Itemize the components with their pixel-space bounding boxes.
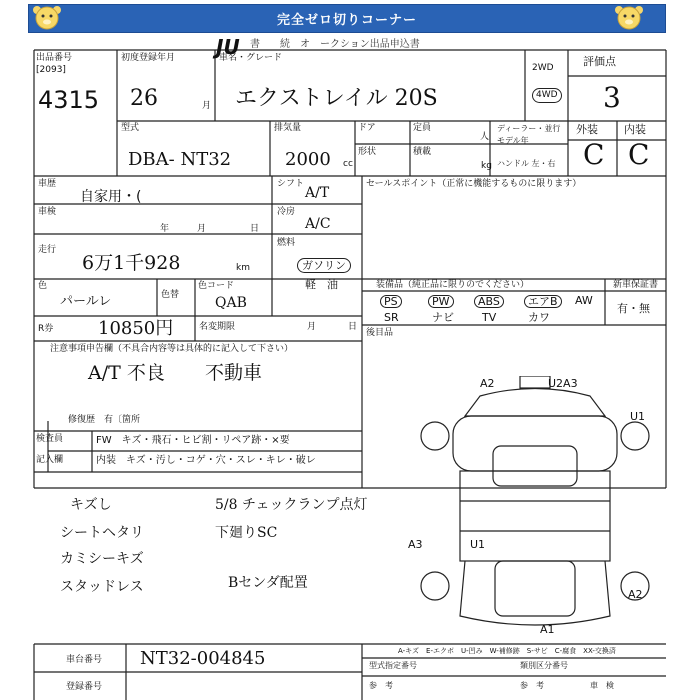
mileage-value: 6万1千928: [82, 252, 181, 274]
door-label: ドア: [358, 123, 376, 133]
diagram-legend: A-キズ E-エクボ U-凹み W-補修跡 S-サビ C-腐食 XX-交換済: [398, 647, 616, 655]
chassis-value: NT32-004845: [140, 648, 266, 669]
displacement-label: 排気量: [274, 123, 302, 133]
name-change-month: 月: [307, 322, 317, 332]
first-reg-label: 初度登録年月: [121, 53, 176, 63]
model-label: 型式: [121, 123, 140, 133]
right-note-3: Bセンダ配置: [228, 575, 308, 591]
km-unit: km: [236, 263, 250, 273]
capacity-label: 定員: [413, 123, 432, 133]
equip-pw: PW: [428, 295, 454, 308]
score-label: 評価点: [583, 55, 616, 68]
banner-title: 完全ゼロ切りコーナー: [276, 13, 417, 28]
equip-abs: ABS: [474, 295, 504, 308]
history-label: 車歴: [38, 179, 57, 189]
mark-a2-top: A2: [480, 377, 495, 390]
mark-u1-center: U1: [470, 538, 486, 551]
color-code-label: 色コード: [198, 281, 235, 291]
ac-label: 冷房: [277, 207, 296, 217]
car-damage-diagram: [405, 376, 665, 646]
inspection-label: 車検: [38, 207, 57, 217]
inspector-label: 検査員: [36, 434, 64, 444]
lot-label: 出品番号: [36, 53, 73, 63]
left-note-2: シートヘタリ: [60, 525, 144, 541]
month-label: 月: [202, 101, 212, 111]
shift-label: シフト: [277, 179, 305, 189]
inspection-month: 月: [197, 224, 207, 234]
inspector-row-1: FW キズ・飛石・ヒビ割・リペア跡・×要: [96, 435, 290, 446]
car-name-value: エクストレイル 20S: [235, 86, 438, 111]
equip-tv: TV: [482, 311, 497, 324]
left-note-1: キズし: [70, 497, 112, 513]
mark-a1: A1: [540, 623, 555, 636]
color-value: パールレ: [60, 294, 112, 309]
reg-number-label: 登録番号: [66, 682, 103, 692]
ac-value: A/C: [305, 216, 331, 232]
sheet-title: 書 続 オ ークション出品申込書: [250, 39, 420, 50]
exterior-label: 外装: [576, 123, 598, 136]
drive-4wd-circled: 4WD: [532, 88, 562, 103]
rear-label: 後目品: [366, 328, 394, 338]
name-change-label: 名変期限: [199, 322, 236, 332]
bottom-ref-b: 参 考: [520, 681, 544, 690]
equip-leather: カワ: [528, 311, 550, 324]
notes-label: 注意事項申告欄（不具合内容等は具体的に記入して下さい）: [50, 344, 294, 354]
inspection-day: 日: [250, 224, 260, 234]
interior-value: C: [628, 138, 650, 171]
mark-a3-left: A3: [408, 538, 423, 551]
recycle-label: R券: [38, 324, 54, 334]
equipment-label: 装備品（純正品に限りのでください）: [376, 280, 530, 290]
form-type-label: 型式指定番号: [369, 661, 417, 670]
sales-point-label: セールスポイント（正常に機能するものに限ります）: [366, 179, 582, 189]
fuel-diesel: 軽 油: [305, 278, 338, 291]
bear-mascot-right-icon: [612, 4, 646, 34]
inspector-row-2: 内装 キズ・汚し・コゲ・穴・スレ・キレ・破レ: [96, 455, 316, 466]
shape-label: 形状: [358, 147, 377, 157]
auction-sheet: [0, 36, 700, 700]
mark-a2-rear: A2: [628, 588, 643, 601]
mark-u1-right: U1: [630, 410, 646, 423]
writer-label: 記入欄: [36, 455, 64, 465]
mileage-label: 走行: [38, 245, 57, 255]
load-label: 積載: [413, 147, 432, 157]
repair-history: 修復歴 有〔箇所: [68, 415, 141, 425]
first-reg-value: 26: [130, 86, 158, 111]
mark-u2a3: U2A3: [548, 377, 578, 390]
new-warranty-label: 新車保証書: [613, 280, 659, 290]
left-note-4: スタッドレス: [60, 579, 144, 595]
bottom-shaken: 車 検: [590, 681, 614, 690]
color-code-value: QAB: [215, 295, 247, 311]
left-note-3: カミシーキズ: [60, 551, 144, 567]
bear-mascot-left-icon: [30, 4, 64, 34]
chassis-label: 車台番号: [66, 655, 103, 665]
person-unit: 人: [480, 132, 490, 142]
fuel-value-circled: ガソリン: [297, 258, 351, 273]
right-note-2: 下廻りSC: [215, 525, 278, 541]
exterior-value: C: [583, 138, 605, 171]
warranty-value: 有・無: [617, 302, 650, 315]
recycle-value: 10850円: [98, 318, 174, 339]
displacement-value: 2000: [285, 149, 331, 170]
history-value: 自家用・(: [80, 189, 142, 205]
equip-navi: ナビ: [432, 311, 454, 324]
corner-banner: [28, 4, 666, 33]
notes-value-2: 不動車: [205, 362, 263, 384]
score-value: 3: [603, 81, 621, 114]
lot-code: [2093]: [36, 65, 66, 75]
name-change-day: 日: [348, 322, 358, 332]
handle-label: ハンドル 左・右: [497, 159, 556, 168]
color-label: 色: [38, 281, 48, 291]
right-note-1: 5/8 チェックランプ点灯: [215, 497, 368, 513]
color-change-label: 色替: [161, 290, 180, 300]
equip-sr: SR: [384, 311, 399, 324]
interior-label: 内装: [624, 123, 646, 136]
inspection-year: 年: [160, 224, 170, 234]
equip-aw: AW: [575, 294, 593, 307]
cc-unit: cc: [343, 159, 353, 169]
fuel-label: 燃料: [277, 238, 296, 248]
kg-unit: kg: [481, 161, 492, 171]
model-value: DBA- NT32: [128, 149, 232, 170]
model-year-label: モデル年: [497, 136, 529, 145]
bottom-ref-a: 参 考: [369, 681, 393, 690]
dealer-label: ディーラー・並行: [497, 124, 561, 133]
drive-2wd: 2WD: [532, 63, 554, 73]
car-name-label: 車名・グレード: [219, 53, 283, 63]
notes-value-1: A/T 不良: [88, 362, 165, 384]
shift-value: A/T: [305, 185, 330, 201]
lot-number: 4315: [38, 86, 100, 114]
equip-airbag: エアB: [524, 295, 562, 308]
equip-ps: PS: [380, 295, 402, 308]
ju-logo: JU: [216, 35, 240, 59]
category-label: 類別区分番号: [520, 661, 568, 670]
